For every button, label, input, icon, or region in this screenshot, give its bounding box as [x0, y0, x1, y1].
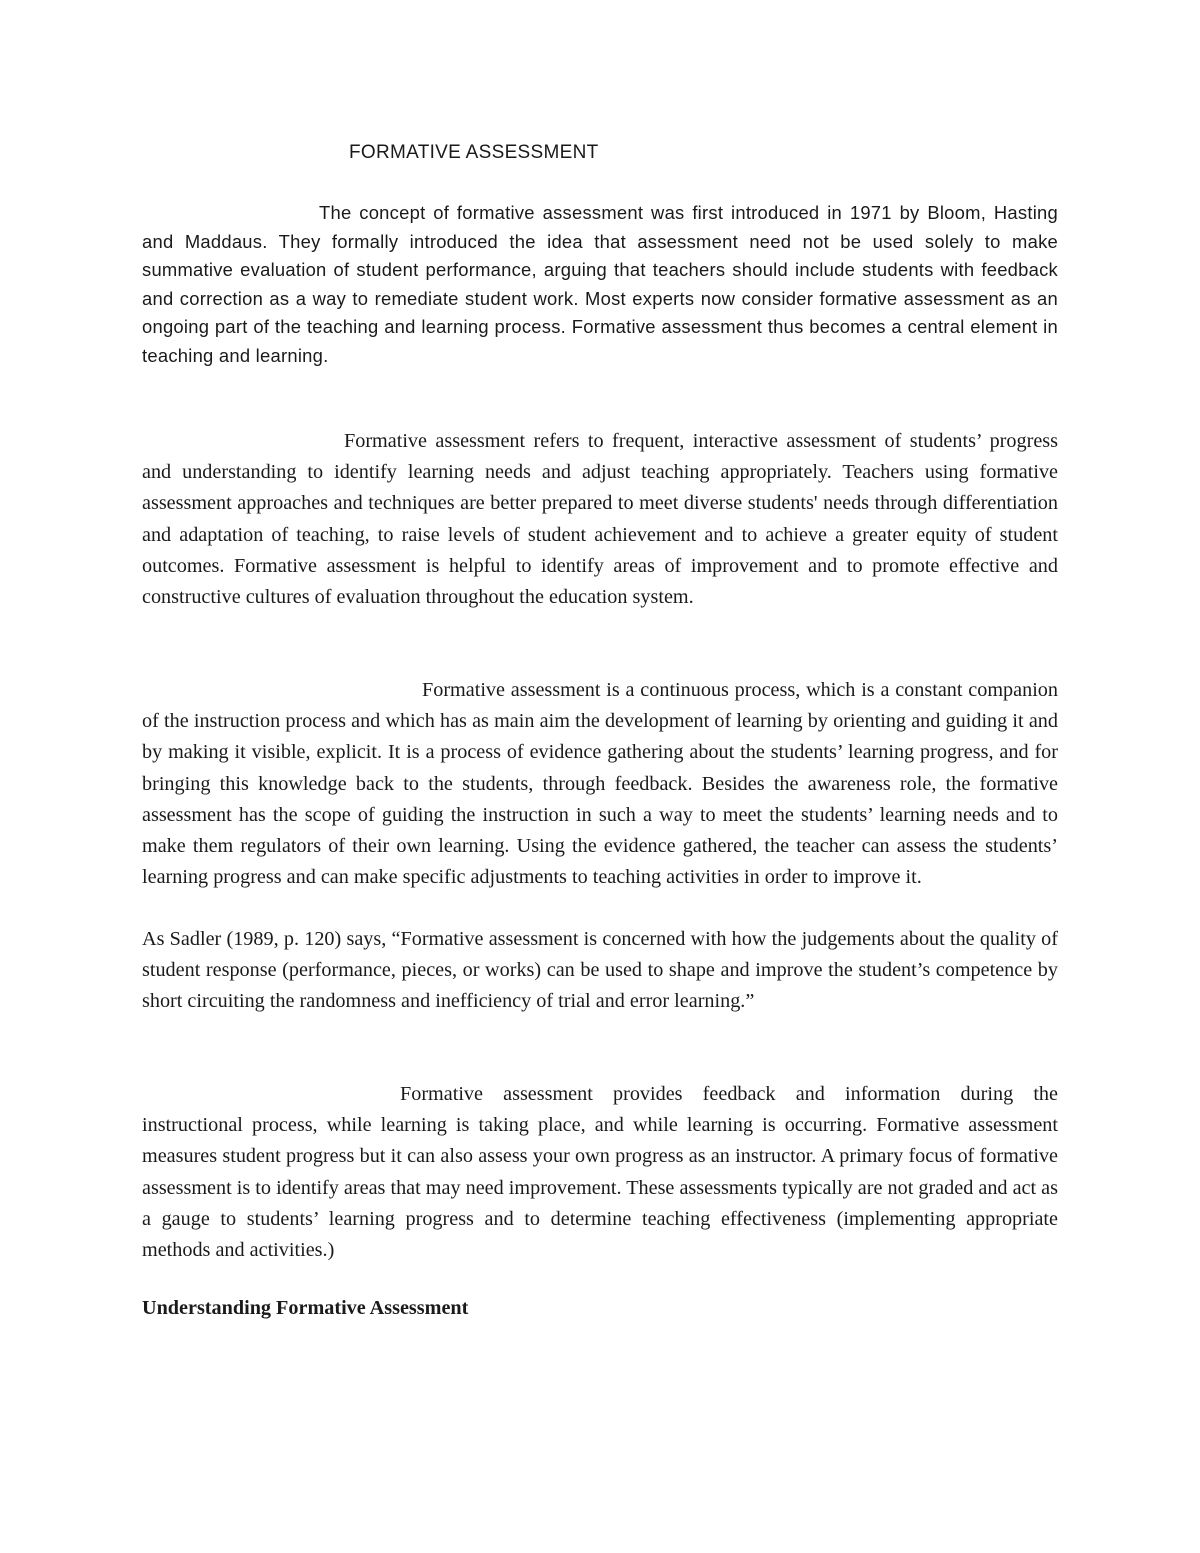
paragraph-concept-history: The concept of formative assessment was first introduced in 1971 by Bloom, Hasting and Maddaus. They formally introduced the idea that assessment need not be used solely to make summative evaluation of student performance, arguing that teachers should include students with feedback and correction as a way to remediate student work. Most experts now consider formative assessment as an ongoing part of the teaching and learning process. Formative assessment thus becomes a central element in teaching and learning. — [142, 202, 1058, 366]
paragraph-continuous-process: Formative assessment is a continuous process, which is a constant companion of the instruction process and which has as main aim the development of learning by orienting and guiding it and by making it visible, explicit. It is a process of evidence gathering about the students’ learning progress, and for bringing this knowledge back to the students, through feedback. Besides the awareness role, the formative assessment has the scope of guiding the instruction in such a way to meet the students’ learning needs and to make them regulators of their own learning. Using the evidence gathered, the teacher can assess the students’ learning progress and can make specific adjustments to teaching activities in order to improve it. — [142, 679, 1058, 889]
paragraph-feedback-information: Formative assessment provides feedback and information during the instructional process, while learning is taking place, and while learning is occurring. Formative assessment measures student progress but it can also assess your own progress as an instructor. A primary focus of formative assessment is to identify areas that may need improvement. These assessments typically are not graded and act as a gauge to students’ learning progress and to determine teaching effectiveness (implementing appropriate methods and activities.) — [142, 1083, 1058, 1262]
section-heading: Understanding Formative Assessment — [142, 1297, 469, 1319]
paragraph-definition: Formative assessment refers to frequent, interactive assessment of students’ progress and understanding to identify learning needs and adjust teaching appropriately. Teachers using formative assessment approaches and techniques are better prepared to meet diverse students' needs through differentiation and adaptation of teaching, to raise levels of student achievement and to achieve a greater equity of student outcomes. Formative assessment is helpful to identify areas of improvement and to promote effective and constructive cultures of evaluation throughout the education system. — [142, 430, 1058, 609]
document-title: FORMATIVE ASSESSMENT — [349, 142, 599, 163]
paragraph-sadler-quote: As Sadler (1989, p. 120) says, “Formative assessment is concerned with how the judgements about the quality of student response (performance, pieces, or works) can be used to shape and improve the student’s competence by short circuiting the randomness and inefficiency of trial and error learning.” — [142, 928, 1058, 1013]
